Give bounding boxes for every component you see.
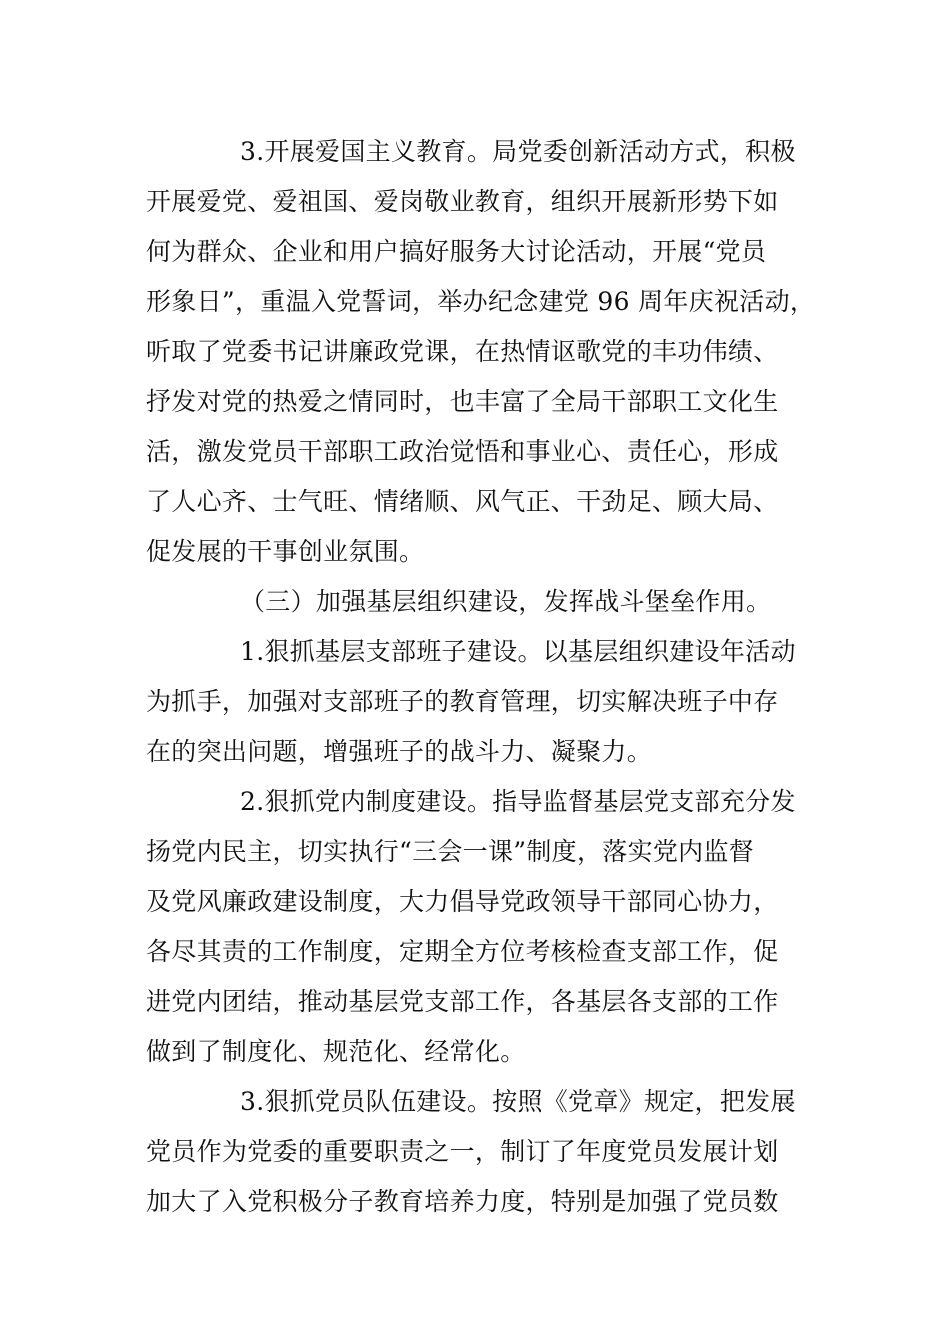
section-heading: （三）加强基层组织建设，发挥战斗堡垒作用。 bbox=[240, 587, 772, 616]
paragraph-line: 2.狠抓党内制度建设。指导监督基层党支部充分发 bbox=[240, 787, 796, 816]
paragraph-line: 进党内团结，推动基层党支部工作，各基层各支部的工作 bbox=[146, 987, 779, 1016]
paragraph-line: 3.开展爱国主义教育。局党委创新活动方式，积极 bbox=[240, 137, 796, 166]
paragraph-line: 何为群众、企业和用户搞好服务大讨论活动，开展“党员 bbox=[146, 237, 767, 266]
paragraph-line: 1.狠抓基层支部班子建设。以基层组织建设年活动 bbox=[240, 637, 796, 666]
paragraph-line: 活，激发党员干部职工政治觉悟和事业心、责任心，形成 bbox=[146, 437, 779, 466]
paragraph-line: 3.狠抓党员队伍建设。按照《党章》规定，把发展 bbox=[240, 1087, 796, 1116]
paragraph-line: 形象日”，重温入党誓词，举办纪念建党 96 周年庆祝活动， bbox=[146, 287, 816, 316]
paragraph-line: 听取了党委书记讲廉政党课，在热情讴歌党的丰功伟绩、 bbox=[146, 337, 779, 366]
paragraph-line: 为抓手，加强对支部班子的教育管理，切实解决班子中存 bbox=[146, 687, 779, 716]
paragraph-line: 促发展的干事创业氛围。 bbox=[146, 537, 425, 566]
paragraph-line: 抒发对党的热爱之情同时，也丰富了全局干部职工文化生 bbox=[146, 387, 779, 416]
paragraph-line: 扬党内民主，切实执行“三会一课”制度，落实党内监督 bbox=[146, 837, 755, 866]
paragraph-line: 在的突出问题，增强班子的战斗力、凝聚力。 bbox=[146, 737, 653, 766]
paragraph-line: 做到了制度化、规范化、经常化。 bbox=[146, 1037, 526, 1066]
paragraph-line: 党员作为党委的重要职责之一，制订了年度党员发展计划 bbox=[146, 1137, 779, 1166]
paragraph-line: 了人心齐、士气旺、情绪顺、风气正、干劲足、顾大局、 bbox=[146, 487, 779, 516]
paragraph-line: 及党风廉政建设制度，大力倡导党政领导干部同心协力， bbox=[146, 887, 779, 916]
paragraph-line: 加大了入党积极分子教育培养力度，特别是加强了党员数 bbox=[146, 1187, 779, 1216]
paragraph-line: 各尽其责的工作制度，定期全方位考核检查支部工作，促 bbox=[146, 937, 779, 966]
paragraph-line: 开展爱党、爱祖国、爱岗敬业教育，组织开展新形势下如 bbox=[146, 187, 779, 216]
